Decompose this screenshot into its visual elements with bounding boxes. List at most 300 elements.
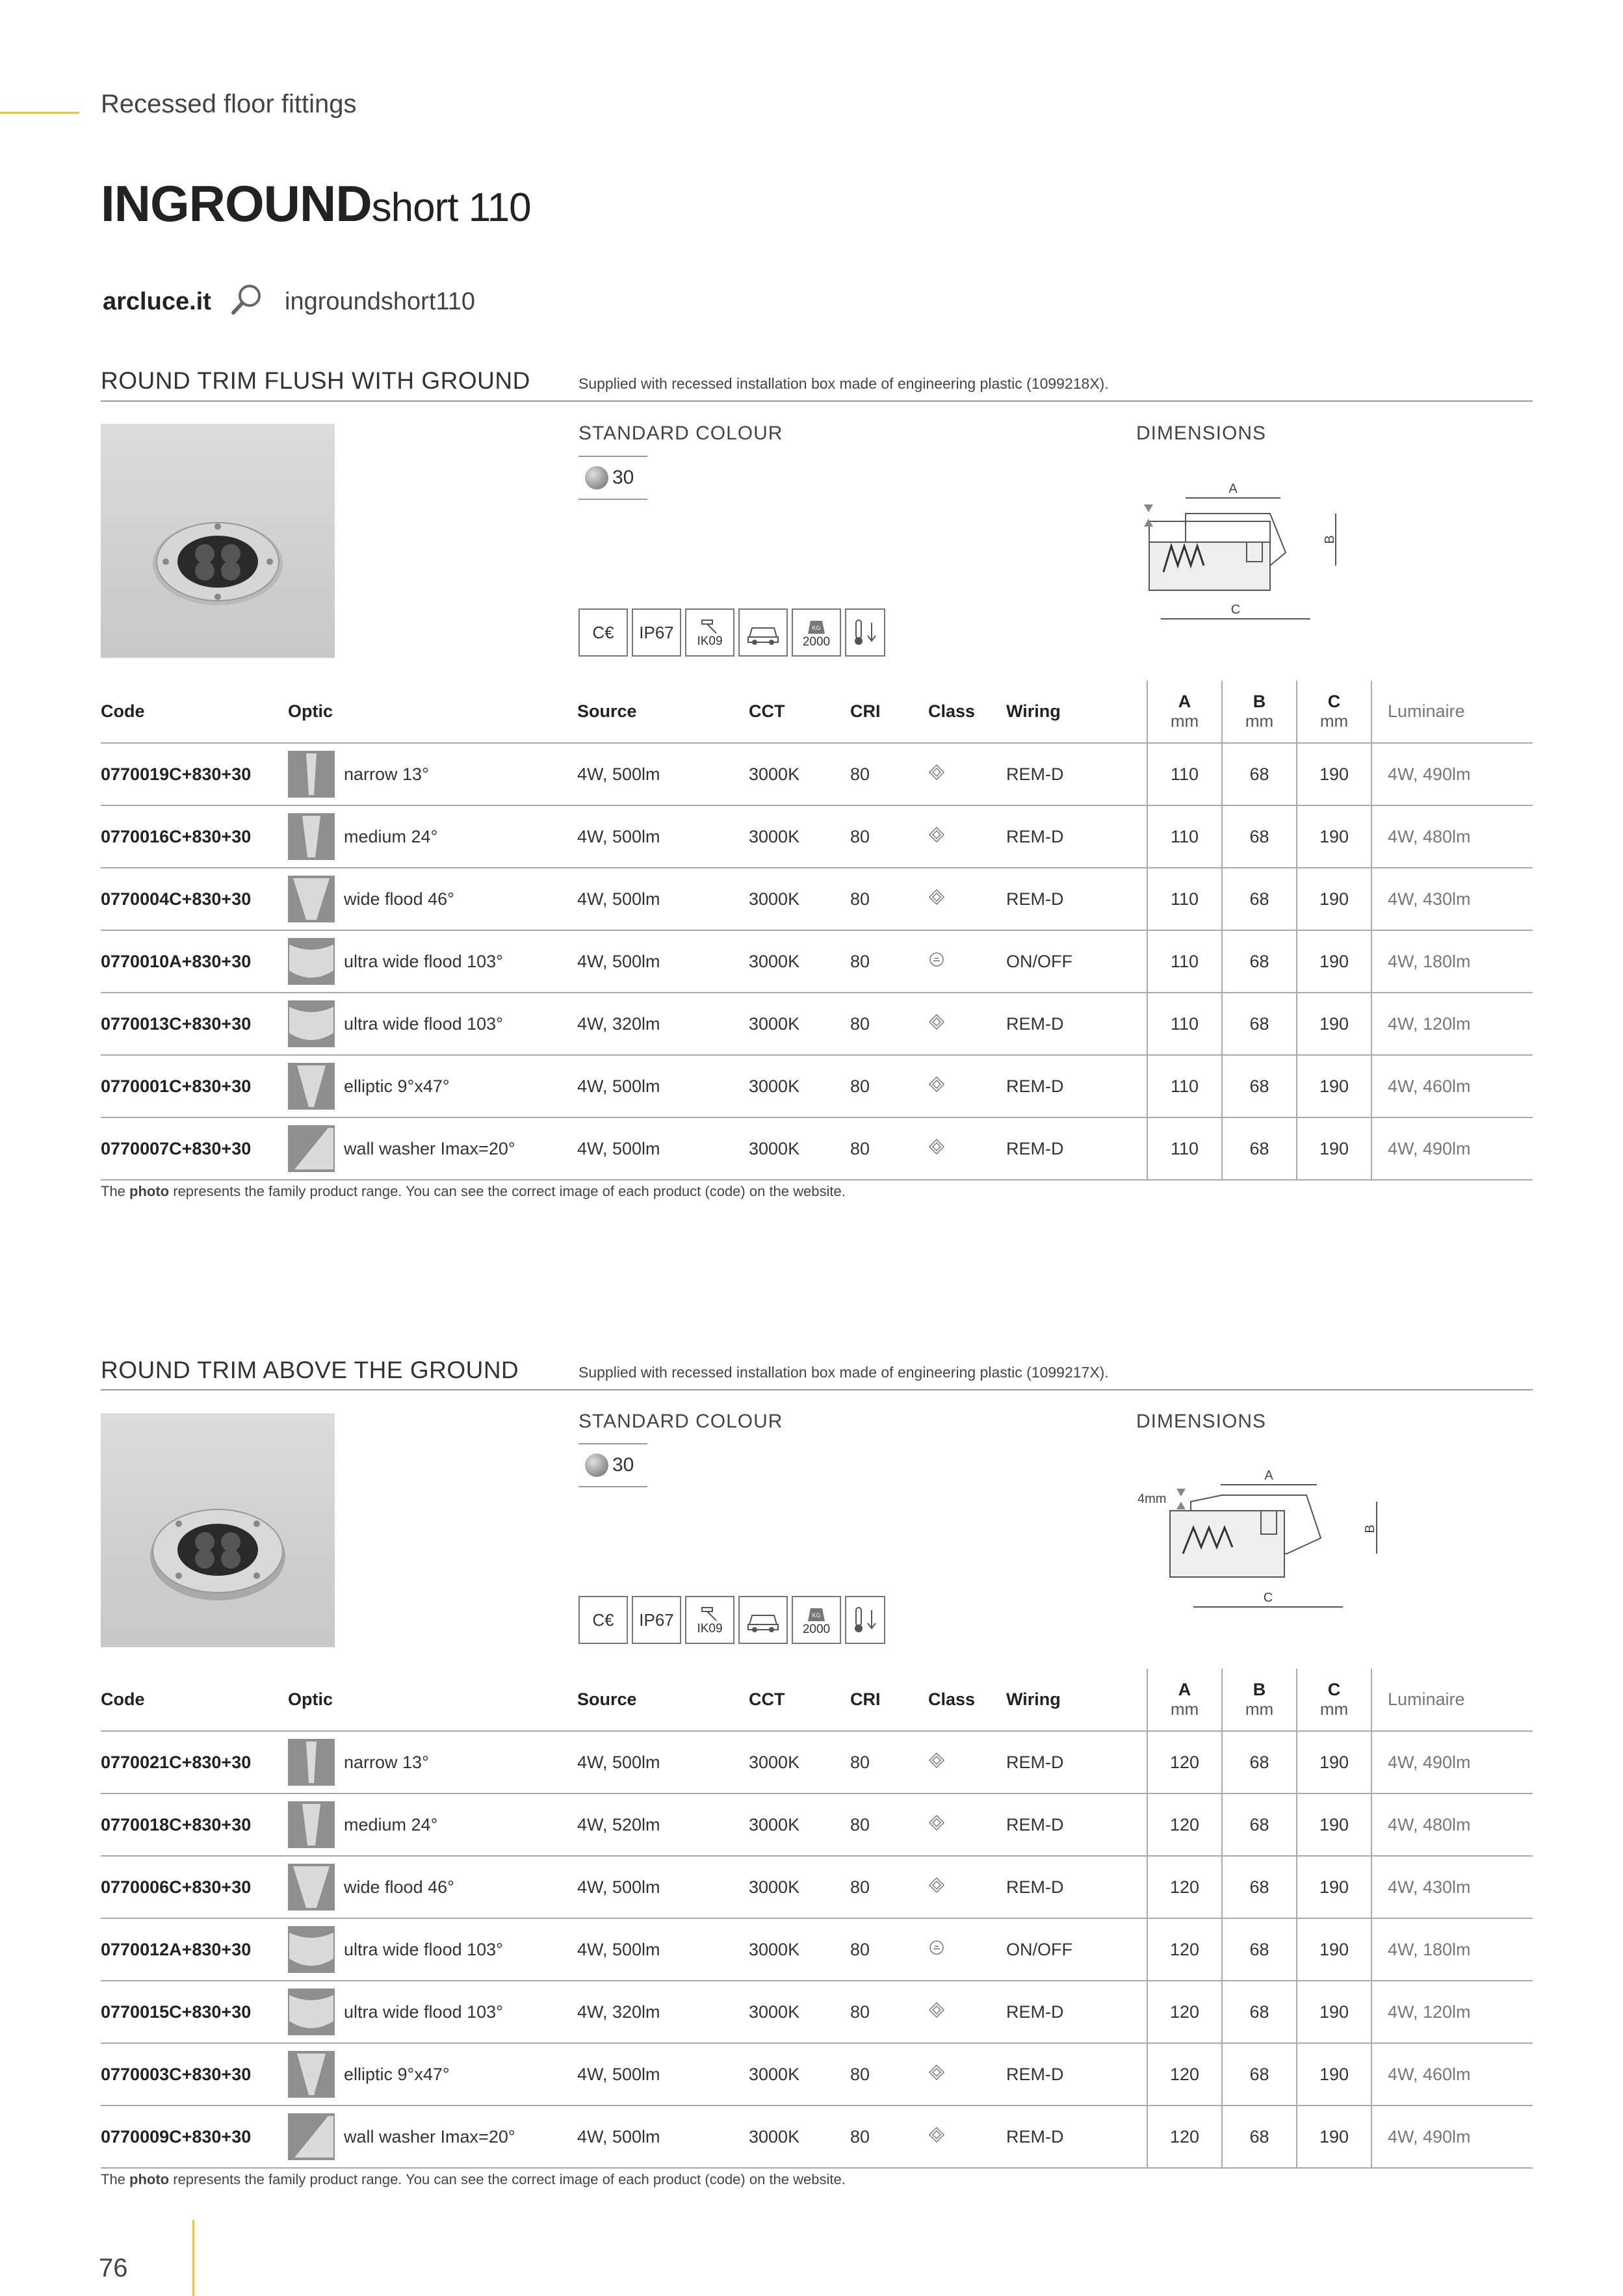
col-c bbox=[1297, 1669, 1371, 1731]
weight-icon bbox=[807, 616, 826, 635]
dim-c-value: 190 bbox=[1297, 1981, 1371, 2043]
table-row bbox=[101, 805, 1533, 868]
optic-cell bbox=[288, 1981, 577, 2043]
search-icon bbox=[230, 283, 264, 317]
table-row bbox=[101, 1981, 1533, 2043]
source-value: 4W, 500lm bbox=[577, 1856, 749, 1918]
col-c-unit: mm bbox=[1319, 711, 1349, 731]
table-header-row bbox=[101, 681, 1533, 743]
table-header-row bbox=[101, 1669, 1533, 1731]
section-2-standard-colour-label: STANDARD COLOUR bbox=[578, 1411, 783, 1432]
dim-c-value: 190 bbox=[1297, 2106, 1371, 2168]
colour-code: 30 bbox=[612, 467, 634, 488]
source-value: 4W, 500lm bbox=[577, 1731, 749, 1794]
dim-b-value: 68 bbox=[1222, 743, 1297, 805]
section-2-rule bbox=[101, 1389, 1533, 1390]
wiring-value: REM-D bbox=[1006, 743, 1147, 805]
wiring-value: REM-D bbox=[1006, 868, 1147, 930]
cri-value: 80 bbox=[850, 1731, 928, 1794]
class-cell bbox=[928, 1918, 1006, 1981]
table-row bbox=[101, 1117, 1533, 1180]
beam-angle-icon bbox=[288, 751, 335, 798]
col-source: Source bbox=[577, 1689, 637, 1709]
cct-value: 3000K bbox=[749, 805, 850, 868]
class-cell bbox=[928, 1856, 1006, 1918]
section-1-dimension-drawing bbox=[1131, 475, 1365, 631]
table-row bbox=[101, 743, 1533, 805]
col-optic: Optic bbox=[288, 1689, 333, 1709]
table-row bbox=[101, 2043, 1533, 2106]
dim-b-value: 68 bbox=[1222, 1794, 1297, 1856]
table-row bbox=[101, 1055, 1533, 1117]
class-cell bbox=[928, 1117, 1006, 1180]
optic-label: ultra wide flood 103° bbox=[344, 2002, 503, 2022]
cct-value: 3000K bbox=[749, 993, 850, 1055]
col-a bbox=[1147, 681, 1222, 743]
beam-angle-icon bbox=[288, 2113, 335, 2160]
optic-label: wall washer Imax=20° bbox=[344, 1138, 515, 1158]
cri-value: 80 bbox=[850, 805, 928, 868]
col-c-label: C bbox=[1327, 1680, 1341, 1700]
luminaire-value: 4W, 480lm bbox=[1371, 805, 1533, 868]
source-value: 4W, 500lm bbox=[577, 1918, 749, 1981]
wiring-value: ON/OFF bbox=[1006, 930, 1147, 993]
class-ii-icon bbox=[928, 2002, 945, 2018]
optic-label: ultra wide flood 103° bbox=[344, 1939, 503, 1959]
temperature-rating bbox=[845, 608, 885, 657]
product-code[interactable]: 0770012A+830+30 bbox=[101, 1918, 288, 1981]
cri-value: 80 bbox=[850, 1794, 928, 1856]
dim-a-value: 120 bbox=[1147, 1794, 1222, 1856]
beam-angle-icon bbox=[288, 1739, 335, 1786]
drive-over-rating bbox=[738, 1596, 788, 1644]
class-cell bbox=[928, 930, 1006, 993]
section-1-product-table bbox=[101, 681, 1533, 1181]
cri-value: 80 bbox=[850, 1918, 928, 1981]
class-ii-icon bbox=[928, 1076, 945, 1093]
optic-label: ultra wide flood 103° bbox=[344, 951, 503, 971]
colour-dot bbox=[585, 1454, 608, 1477]
optic-cell bbox=[288, 805, 577, 868]
optic-label: elliptic 9°x47° bbox=[344, 2064, 450, 2084]
source-value: 4W, 500lm bbox=[577, 2106, 749, 2168]
col-class: Class bbox=[928, 701, 976, 721]
wiring-value: REM-D bbox=[1006, 1731, 1147, 1794]
col-b bbox=[1222, 1669, 1297, 1731]
product-code[interactable]: 0770004C+830+30 bbox=[101, 868, 288, 930]
dim-a-value: 120 bbox=[1147, 1918, 1222, 1981]
weight-kg-label: KG bbox=[812, 625, 821, 631]
optic-cell bbox=[288, 930, 577, 993]
dim-c-label: C bbox=[1263, 1591, 1273, 1605]
dim-b-value: 68 bbox=[1222, 930, 1297, 993]
table-row bbox=[101, 993, 1533, 1055]
hammer-icon bbox=[697, 616, 723, 634]
product-code[interactable]: 0770010A+830+30 bbox=[101, 930, 288, 993]
col-a-label: A bbox=[1178, 1680, 1191, 1700]
ce-mark: C€ bbox=[578, 1596, 628, 1644]
class-ii-icon bbox=[928, 1814, 945, 1831]
beam-angle-icon bbox=[288, 2051, 335, 2098]
beam-angle-icon bbox=[288, 813, 335, 860]
col-c bbox=[1297, 681, 1371, 743]
cct-value: 3000K bbox=[749, 2043, 850, 2106]
dim-a-value: 120 bbox=[1147, 1731, 1222, 1794]
dim-c-value: 190 bbox=[1297, 805, 1371, 868]
load-rating bbox=[792, 1596, 841, 1644]
class-cell bbox=[928, 1794, 1006, 1856]
class-cell bbox=[928, 2043, 1006, 2106]
class-cell bbox=[928, 2106, 1006, 2168]
class-cell bbox=[928, 743, 1006, 805]
footnote-bold: photo bbox=[129, 2171, 170, 2187]
optic-cell bbox=[288, 993, 577, 1055]
section-1-certifications bbox=[578, 608, 885, 657]
cct-value: 3000K bbox=[749, 1794, 850, 1856]
luminaire-value: 4W, 180lm bbox=[1371, 930, 1533, 993]
source-value: 4W, 500lm bbox=[577, 868, 749, 930]
class-iii-icon bbox=[928, 1939, 945, 1956]
wiring-value: REM-D bbox=[1006, 1856, 1147, 1918]
section-1-colour-swatch bbox=[578, 456, 647, 500]
section-1-footnote bbox=[101, 1183, 846, 1200]
product-code[interactable]: 0770013C+830+30 bbox=[101, 993, 288, 1055]
cct-value: 3000K bbox=[749, 1055, 850, 1117]
section-1-title: ROUND TRIM FLUSH WITH GROUND bbox=[101, 367, 530, 394]
dim-c-value: 190 bbox=[1297, 930, 1371, 993]
cct-value: 3000K bbox=[749, 868, 850, 930]
dim-a-value: 120 bbox=[1147, 1981, 1222, 2043]
temperature-rating bbox=[845, 1596, 885, 1644]
optic-cell bbox=[288, 1731, 577, 1794]
thermometer-down-icon bbox=[851, 616, 879, 649]
car-icon bbox=[744, 618, 782, 647]
luminaire-value: 4W, 460lm bbox=[1371, 1055, 1533, 1117]
dim-c-value: 190 bbox=[1297, 1856, 1371, 1918]
col-cri: CRI bbox=[850, 701, 881, 721]
class-ii-icon bbox=[928, 2126, 945, 2143]
section-2-dimensions-label: DIMENSIONS bbox=[1136, 1411, 1267, 1432]
section-1-product-photo bbox=[101, 424, 335, 658]
col-code: Code bbox=[101, 701, 145, 721]
cri-value: 80 bbox=[850, 743, 928, 805]
search-keyword: ingroundshort110 bbox=[285, 288, 475, 315]
optic-cell bbox=[288, 2043, 577, 2106]
dim-a-value: 110 bbox=[1147, 743, 1222, 805]
ik09-rating bbox=[685, 1596, 734, 1644]
luminaire-value: 4W, 180lm bbox=[1371, 1918, 1533, 1981]
wiring-value: REM-D bbox=[1006, 1794, 1147, 1856]
title-light: short 110 bbox=[371, 185, 531, 230]
section-2-title: ROUND TRIM ABOVE THE GROUND bbox=[101, 1357, 519, 1383]
class-ii-icon bbox=[928, 826, 945, 843]
luminaire-value: 4W, 430lm bbox=[1371, 868, 1533, 930]
cri-value: 80 bbox=[850, 993, 928, 1055]
optic-label: wide flood 46° bbox=[344, 889, 454, 909]
dim-b-value: 68 bbox=[1222, 1055, 1297, 1117]
section-1-rule bbox=[101, 400, 1533, 402]
dim-c-value: 190 bbox=[1297, 1731, 1371, 1794]
source-value: 4W, 500lm bbox=[577, 930, 749, 993]
optic-cell bbox=[288, 1856, 577, 1918]
product-code[interactable]: 0770021C+830+30 bbox=[101, 1731, 288, 1794]
section-1-note: Supplied with recessed installation box made of engineering plastic (1099218X). bbox=[578, 375, 1109, 392]
thermometer-down-icon bbox=[851, 1604, 879, 1636]
section-2-certifications bbox=[578, 1596, 885, 1644]
site-link[interactable]: arcluce.it bbox=[103, 288, 211, 315]
title-bold: INGROUND bbox=[101, 175, 372, 232]
colour-dot bbox=[585, 466, 608, 489]
class-cell bbox=[928, 1055, 1006, 1117]
optic-cell bbox=[288, 1794, 577, 1856]
beam-angle-icon bbox=[288, 1864, 335, 1911]
ip67-rating: IP67 bbox=[632, 1596, 681, 1644]
section-1-standard-colour-label: STANDARD COLOUR bbox=[578, 423, 783, 444]
optic-cell bbox=[288, 2106, 577, 2168]
hammer-icon bbox=[697, 1604, 723, 1622]
dim-b-value: 68 bbox=[1222, 2106, 1297, 2168]
section-2-product-table bbox=[101, 1669, 1533, 2169]
class-ii-icon bbox=[928, 1752, 945, 1769]
dim-b-value: 68 bbox=[1222, 1856, 1297, 1918]
source-value: 4W, 500lm bbox=[577, 743, 749, 805]
class-ii-icon bbox=[928, 2064, 945, 2081]
car-icon bbox=[744, 1605, 782, 1635]
col-class: Class bbox=[928, 1689, 976, 1709]
col-a-label: A bbox=[1178, 692, 1191, 712]
col-b-unit: mm bbox=[1245, 1699, 1274, 1719]
dim-c-value: 190 bbox=[1297, 1055, 1371, 1117]
class-cell bbox=[928, 868, 1006, 930]
beam-angle-icon bbox=[288, 1000, 335, 1047]
ik09-rating bbox=[685, 608, 734, 657]
footnote-bold: photo bbox=[129, 1183, 170, 1199]
luminaire-value: 4W, 480lm bbox=[1371, 1794, 1533, 1856]
table-row bbox=[101, 1794, 1533, 1856]
cri-value: 80 bbox=[850, 1856, 928, 1918]
beam-angle-icon bbox=[288, 938, 335, 985]
class-ii-icon bbox=[928, 1877, 945, 1894]
wiring-value: ON/OFF bbox=[1006, 1918, 1147, 1981]
section-2-colour-swatch bbox=[578, 1443, 647, 1487]
cri-value: 80 bbox=[850, 868, 928, 930]
cri-value: 80 bbox=[850, 1055, 928, 1117]
source-value: 4W, 500lm bbox=[577, 805, 749, 868]
cct-value: 3000K bbox=[749, 1981, 850, 2043]
dim-a-value: 110 bbox=[1147, 868, 1222, 930]
cct-value: 3000K bbox=[749, 743, 850, 805]
dim-a-value: 120 bbox=[1147, 2043, 1222, 2106]
table-row bbox=[101, 1918, 1533, 1981]
section-2-footnote bbox=[101, 2171, 846, 2188]
dim-a-value: 110 bbox=[1147, 993, 1222, 1055]
product-code[interactable]: 0770009C+830+30 bbox=[101, 2106, 288, 2168]
footnote-pre: The bbox=[101, 1183, 130, 1199]
col-c-unit: mm bbox=[1319, 1699, 1349, 1719]
optic-label: medium 24° bbox=[344, 826, 438, 846]
wiring-value: REM-D bbox=[1006, 2106, 1147, 2168]
page-number: 76 bbox=[99, 2254, 128, 2282]
beam-angle-icon bbox=[288, 1125, 335, 1172]
source-value: 4W, 320lm bbox=[577, 993, 749, 1055]
col-code: Code bbox=[101, 1689, 145, 1709]
optic-cell bbox=[288, 743, 577, 805]
source-value: 4W, 500lm bbox=[577, 2043, 749, 2106]
dim-b-label: B bbox=[1363, 1524, 1377, 1533]
optic-label: narrow 13° bbox=[344, 1752, 429, 1772]
cct-value: 3000K bbox=[749, 1918, 850, 1981]
col-luminaire: Luminaire bbox=[1371, 681, 1533, 743]
beam-angle-icon bbox=[288, 1926, 335, 1973]
cct-value: 3000K bbox=[749, 1731, 850, 1794]
dim-a-value: 110 bbox=[1147, 930, 1222, 993]
footnote-post: represents the family product range. You can see the correct image of each product (code) on the website. bbox=[169, 2171, 846, 2187]
section-2-product-photo bbox=[101, 1413, 335, 1647]
luminaire-value: 4W, 490lm bbox=[1371, 743, 1533, 805]
dim-c-value: 190 bbox=[1297, 2043, 1371, 2106]
wiring-value: REM-D bbox=[1006, 993, 1147, 1055]
product-code[interactable]: 0770006C+830+30 bbox=[101, 1856, 288, 1918]
optic-label: narrow 13° bbox=[344, 764, 429, 784]
category-label: Recessed floor fittings bbox=[101, 90, 357, 118]
section-1-dimensions-label: DIMENSIONS bbox=[1136, 423, 1267, 444]
dim-c-value: 190 bbox=[1297, 1117, 1371, 1180]
cct-value: 3000K bbox=[749, 930, 850, 993]
source-value: 4W, 320lm bbox=[577, 1981, 749, 2043]
product-code[interactable]: 0770019C+830+30 bbox=[101, 743, 288, 805]
ik09-label: IK09 bbox=[697, 634, 723, 648]
product-code[interactable]: 0770018C+830+30 bbox=[101, 1794, 288, 1856]
weight-icon bbox=[807, 1603, 826, 1623]
product-code[interactable]: 0770016C+830+30 bbox=[101, 805, 288, 868]
product-title bbox=[101, 174, 531, 233]
cri-value: 80 bbox=[850, 1117, 928, 1180]
drive-over-rating bbox=[738, 608, 788, 657]
class-cell bbox=[928, 993, 1006, 1055]
optic-cell bbox=[288, 1918, 577, 1981]
col-cct: CCT bbox=[749, 701, 785, 721]
load-value: 2000 bbox=[802, 1623, 831, 1636]
col-cct: CCT bbox=[749, 1689, 785, 1709]
class-iii-icon bbox=[928, 951, 945, 968]
source-value: 4W, 500lm bbox=[577, 1117, 749, 1180]
ip67-rating: IP67 bbox=[632, 608, 681, 657]
col-a-unit: mm bbox=[1170, 711, 1199, 731]
product-code[interactable]: 0770007C+830+30 bbox=[101, 1117, 288, 1180]
beam-angle-icon bbox=[288, 876, 335, 922]
col-luminaire: Luminaire bbox=[1371, 1669, 1533, 1731]
luminaire-value: 4W, 490lm bbox=[1371, 1117, 1533, 1180]
wiring-value: REM-D bbox=[1006, 1117, 1147, 1180]
weight-kg-label: KG bbox=[812, 1612, 821, 1619]
optic-cell bbox=[288, 1055, 577, 1117]
source-value: 4W, 520lm bbox=[577, 1794, 749, 1856]
dim-b-value: 68 bbox=[1222, 1981, 1297, 2043]
col-b-unit: mm bbox=[1245, 711, 1274, 731]
table-row bbox=[101, 1856, 1533, 1918]
cct-value: 3000K bbox=[749, 1856, 850, 1918]
luminaire-value: 4W, 490lm bbox=[1371, 2106, 1533, 2168]
class-cell bbox=[928, 1731, 1006, 1794]
class-ii-icon bbox=[928, 1138, 945, 1155]
cri-value: 80 bbox=[850, 1981, 928, 2043]
dim-c-value: 190 bbox=[1297, 1918, 1371, 1981]
product-code[interactable]: 0770015C+830+30 bbox=[101, 1981, 288, 2043]
section-2-dimension-drawing bbox=[1131, 1456, 1391, 1619]
beam-angle-icon bbox=[288, 1801, 335, 1848]
dim-c-value: 190 bbox=[1297, 868, 1371, 930]
dim-b-value: 68 bbox=[1222, 993, 1297, 1055]
dim-c-value: 190 bbox=[1297, 993, 1371, 1055]
dim-a-label: A bbox=[1264, 1468, 1273, 1483]
cri-value: 80 bbox=[850, 2043, 928, 2106]
dim-c-label: C bbox=[1230, 603, 1241, 617]
footnote-post: represents the family product range. You can see the correct image of each product (code) on the website. bbox=[169, 1183, 846, 1199]
optic-label: wall washer Imax=20° bbox=[344, 2126, 515, 2146]
dim-b-value: 68 bbox=[1222, 1918, 1297, 1981]
col-b bbox=[1222, 681, 1297, 743]
class-ii-icon bbox=[928, 1013, 945, 1030]
col-a bbox=[1147, 1669, 1222, 1731]
col-source: Source bbox=[577, 701, 637, 721]
source-value: 4W, 500lm bbox=[577, 1055, 749, 1117]
dim-b-label: B bbox=[1323, 535, 1337, 544]
load-value: 2000 bbox=[802, 635, 831, 649]
ik09-label: IK09 bbox=[697, 1622, 723, 1636]
optic-label: elliptic 9°x47° bbox=[344, 1076, 450, 1096]
wiring-value: REM-D bbox=[1006, 1055, 1147, 1117]
dim-a-value: 110 bbox=[1147, 805, 1222, 868]
class-cell bbox=[928, 1981, 1006, 2043]
dim-4mm-label: 4mm bbox=[1137, 1492, 1167, 1506]
dim-a-value: 120 bbox=[1147, 2106, 1222, 2168]
section-2-note: Supplied with recessed installation box made of engineering plastic (1099217X). bbox=[578, 1364, 1109, 1381]
col-a-unit: mm bbox=[1170, 1699, 1199, 1719]
optic-cell bbox=[288, 868, 577, 930]
product-code[interactable]: 0770001C+830+30 bbox=[101, 1055, 288, 1117]
product-code[interactable]: 0770003C+830+30 bbox=[101, 2043, 288, 2106]
class-ii-icon bbox=[928, 764, 945, 781]
col-wiring: Wiring bbox=[1006, 1689, 1061, 1709]
table-row bbox=[101, 1731, 1533, 1794]
luminaire-value: 4W, 120lm bbox=[1371, 1981, 1533, 2043]
dim-b-value: 68 bbox=[1222, 2043, 1297, 2106]
ce-mark: C€ bbox=[578, 608, 628, 657]
cri-value: 80 bbox=[850, 2106, 928, 2168]
dim-b-value: 68 bbox=[1222, 868, 1297, 930]
beam-angle-icon bbox=[288, 1989, 335, 2035]
col-wiring: Wiring bbox=[1006, 701, 1061, 721]
luminaire-value: 4W, 490lm bbox=[1371, 1731, 1533, 1794]
dim-c-value: 190 bbox=[1297, 1794, 1371, 1856]
col-b-label: B bbox=[1253, 1680, 1266, 1700]
dim-b-value: 68 bbox=[1222, 1117, 1297, 1180]
dim-a-value: 110 bbox=[1147, 1117, 1222, 1180]
table-row bbox=[101, 868, 1533, 930]
dim-c-value: 190 bbox=[1297, 743, 1371, 805]
table-row bbox=[101, 930, 1533, 993]
wiring-value: REM-D bbox=[1006, 805, 1147, 868]
optic-label: wide flood 46° bbox=[344, 1877, 454, 1897]
optic-label: ultra wide flood 103° bbox=[344, 1013, 503, 1034]
accent-line bbox=[0, 112, 79, 114]
load-rating bbox=[792, 608, 841, 657]
dim-a-value: 120 bbox=[1147, 1856, 1222, 1918]
col-c-label: C bbox=[1327, 692, 1341, 712]
optic-cell bbox=[288, 1117, 577, 1180]
dim-a-label: A bbox=[1228, 482, 1238, 496]
wiring-value: REM-D bbox=[1006, 2043, 1147, 2106]
